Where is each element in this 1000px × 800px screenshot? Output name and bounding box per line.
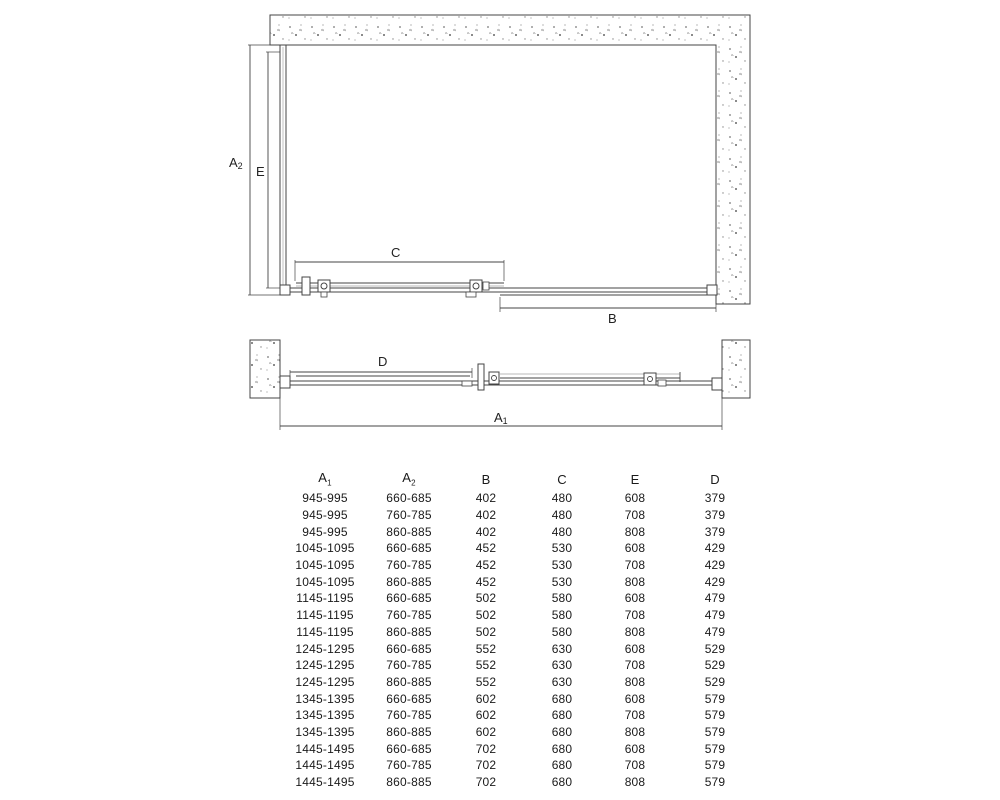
column-header-main: C (557, 471, 567, 487)
table-cell: 580 (551, 624, 573, 639)
table-cell: 579 (704, 741, 726, 756)
table-cell: 608 (624, 541, 646, 556)
dimension-d (290, 354, 472, 378)
table-cell: 945-995 (302, 491, 348, 506)
label-c: C (391, 245, 401, 260)
label-a1: A1 (494, 410, 508, 426)
table-cell: 579 (704, 758, 726, 773)
table-cell: 502 (475, 608, 497, 623)
table-cell: 608 (624, 741, 646, 756)
table-cell: 608 (624, 691, 646, 706)
table-cell: 579 (704, 708, 726, 723)
table-row (280, 523, 760, 540)
table-row (280, 674, 760, 691)
table-cell: 1145-1195 (296, 591, 354, 606)
table-cell: 808 (624, 775, 646, 790)
table-cell: 860-885 (386, 674, 432, 689)
table-cell: 808 (624, 524, 646, 539)
table-cell: 808 (624, 674, 646, 689)
table-cell: 680 (551, 691, 573, 706)
table-row (280, 607, 760, 624)
table-cell: 1445-1495 (295, 775, 355, 790)
table-cell: 760-785 (386, 708, 432, 723)
table-cell: 529 (704, 641, 726, 656)
table-cell: 530 (551, 541, 573, 556)
table-cell: 608 (624, 641, 646, 656)
table-cell: 602 (475, 691, 497, 706)
table-cell: 529 (704, 674, 726, 689)
table-cell: 708 (624, 758, 646, 773)
table-cell: 1245-1295 (295, 658, 355, 673)
table-row (280, 624, 760, 641)
table-cell: 429 (704, 541, 726, 556)
table-cell: 860-885 (386, 524, 432, 539)
table-row (280, 707, 760, 724)
table-cell: 1345-1395 (295, 724, 355, 739)
table-cell: 680 (551, 724, 573, 739)
table-cell: 480 (551, 491, 573, 506)
table-row (280, 540, 760, 557)
table-row (280, 724, 760, 741)
table-cell: 945-995 (302, 508, 348, 523)
table-cell: 502 (475, 624, 497, 639)
table-cell: 1045-1095 (295, 558, 355, 573)
table-cell: 945-995 (302, 524, 348, 539)
table-cell: 452 (475, 574, 497, 589)
column-header (448, 468, 524, 490)
wall-left (250, 340, 280, 398)
table-row (280, 640, 760, 657)
table-cell: 480 (551, 508, 573, 523)
table-cell: 860-885 (386, 724, 432, 739)
table-cell: 702 (475, 758, 497, 773)
table-cell: 760-785 (386, 508, 432, 523)
dimension-b (500, 297, 716, 326)
column-header (600, 468, 670, 490)
table-cell: 702 (475, 741, 497, 756)
table-row (280, 757, 760, 774)
table-cell: 1145-1195 (296, 608, 354, 623)
table-row (280, 573, 760, 590)
dimension-c (295, 245, 504, 281)
top-view (229, 15, 750, 326)
table-cell: 429 (704, 574, 726, 589)
table-cell: 1045-1095 (295, 541, 355, 556)
table-cell: 860-885 (386, 574, 432, 589)
column-header-main: A (402, 470, 412, 486)
table-cell: 1245-1295 (295, 641, 355, 656)
table-cell: 860-885 (386, 624, 432, 639)
table-cell: 602 (475, 708, 497, 723)
table-body (280, 490, 760, 790)
table-cell: 680 (551, 758, 573, 773)
table-cell: 379 (704, 524, 726, 539)
table-cell: 402 (475, 524, 497, 539)
wall-right (722, 340, 750, 398)
table-cell: 502 (475, 591, 497, 606)
table-cell: 760-785 (386, 608, 432, 623)
table-cell: 580 (551, 591, 573, 606)
table-row (280, 690, 760, 707)
table-cell: 530 (551, 558, 573, 573)
table-cell: 452 (475, 541, 497, 556)
table-cell: 630 (551, 641, 573, 656)
label-e: E (256, 164, 265, 179)
table-cell: 479 (704, 591, 726, 606)
table-cell: 808 (624, 624, 646, 639)
table-cell: 1345-1395 (295, 708, 355, 723)
table-cell: 808 (624, 574, 646, 589)
table-cell: 579 (704, 691, 726, 706)
wall-concrete (270, 15, 750, 304)
table-cell: 630 (551, 674, 573, 689)
table-cell: 680 (551, 741, 573, 756)
table-cell: 1145-1195 (296, 624, 354, 639)
table-row (280, 774, 760, 791)
table-cell: 552 (475, 674, 497, 689)
front-view (250, 340, 750, 430)
column-header (670, 468, 760, 490)
table-cell: 402 (475, 508, 497, 523)
table-cell: 660-685 (386, 591, 432, 606)
table-cell: 708 (624, 608, 646, 623)
table-cell: 1045-1095 (295, 574, 355, 589)
table-cell: 708 (624, 658, 646, 673)
table-cell: 452 (475, 558, 497, 573)
table-cell: 1445-1495 (295, 758, 355, 773)
table-cell: 552 (475, 658, 497, 673)
handle (462, 364, 499, 390)
table-cell: 579 (704, 775, 726, 790)
column-header-main: E (630, 471, 640, 487)
table-row (280, 507, 760, 524)
table-cell: 379 (704, 508, 726, 523)
column-header (370, 468, 448, 490)
table-cell: 702 (475, 775, 497, 790)
column-header-sub: 2 (411, 478, 416, 488)
table-cell: 660-685 (386, 641, 432, 656)
table-cell: 708 (624, 558, 646, 573)
table-cell: 1345-1395 (295, 691, 355, 706)
dimension-a1 (280, 398, 722, 430)
label-d: D (378, 354, 388, 369)
table-cell: 479 (704, 624, 726, 639)
table-row (280, 557, 760, 574)
column-header-main: B (481, 471, 491, 487)
table-cell: 660-685 (386, 741, 432, 756)
table-cell: 1445-1495 (295, 741, 355, 756)
table-cell: 760-785 (386, 658, 432, 673)
table-cell: 708 (624, 508, 646, 523)
table-cell: 660-685 (386, 691, 432, 706)
table-cell: 680 (551, 708, 573, 723)
table-row (280, 590, 760, 607)
table-cell: 630 (551, 658, 573, 673)
dimension-a2 (229, 45, 280, 295)
table-cell: 660-685 (386, 541, 432, 556)
table-cell: 529 (704, 658, 726, 673)
column-header (280, 468, 370, 490)
table-cell: 530 (551, 574, 573, 589)
table-cell: 480 (551, 524, 573, 539)
table-cell: 660-685 (386, 491, 432, 506)
label-a2: A2 (229, 155, 243, 171)
column-header (524, 468, 600, 490)
table-cell: 708 (624, 708, 646, 723)
table-cell: 608 (624, 591, 646, 606)
label-b: B (608, 311, 617, 326)
table-cell: 552 (475, 641, 497, 656)
table-cell: 808 (624, 724, 646, 739)
table-cell: 580 (551, 608, 573, 623)
dimensions-table (280, 468, 760, 790)
table-cell: 402 (475, 491, 497, 506)
table-row (280, 657, 760, 674)
table-cell: 379 (704, 491, 726, 506)
table-cell: 579 (704, 724, 726, 739)
table-row (280, 740, 760, 757)
table-cell: 680 (551, 775, 573, 790)
roller-bracket (302, 277, 330, 297)
table-cell: 608 (624, 491, 646, 506)
column-header-sub: 1 (327, 478, 332, 488)
column-header-main: A (318, 470, 328, 486)
table-cell: 429 (704, 558, 726, 573)
table-cell: 479 (704, 608, 726, 623)
table-cell: 602 (475, 724, 497, 739)
table-cell: 760-785 (386, 758, 432, 773)
table-cell: 760-785 (386, 558, 432, 573)
table-header-row (280, 468, 760, 490)
dimension-e (256, 52, 280, 288)
table-row (280, 490, 760, 507)
column-header-main: D (710, 471, 720, 487)
table-cell: 1245-1295 (295, 674, 355, 689)
table-cell: 860-885 (386, 775, 432, 790)
